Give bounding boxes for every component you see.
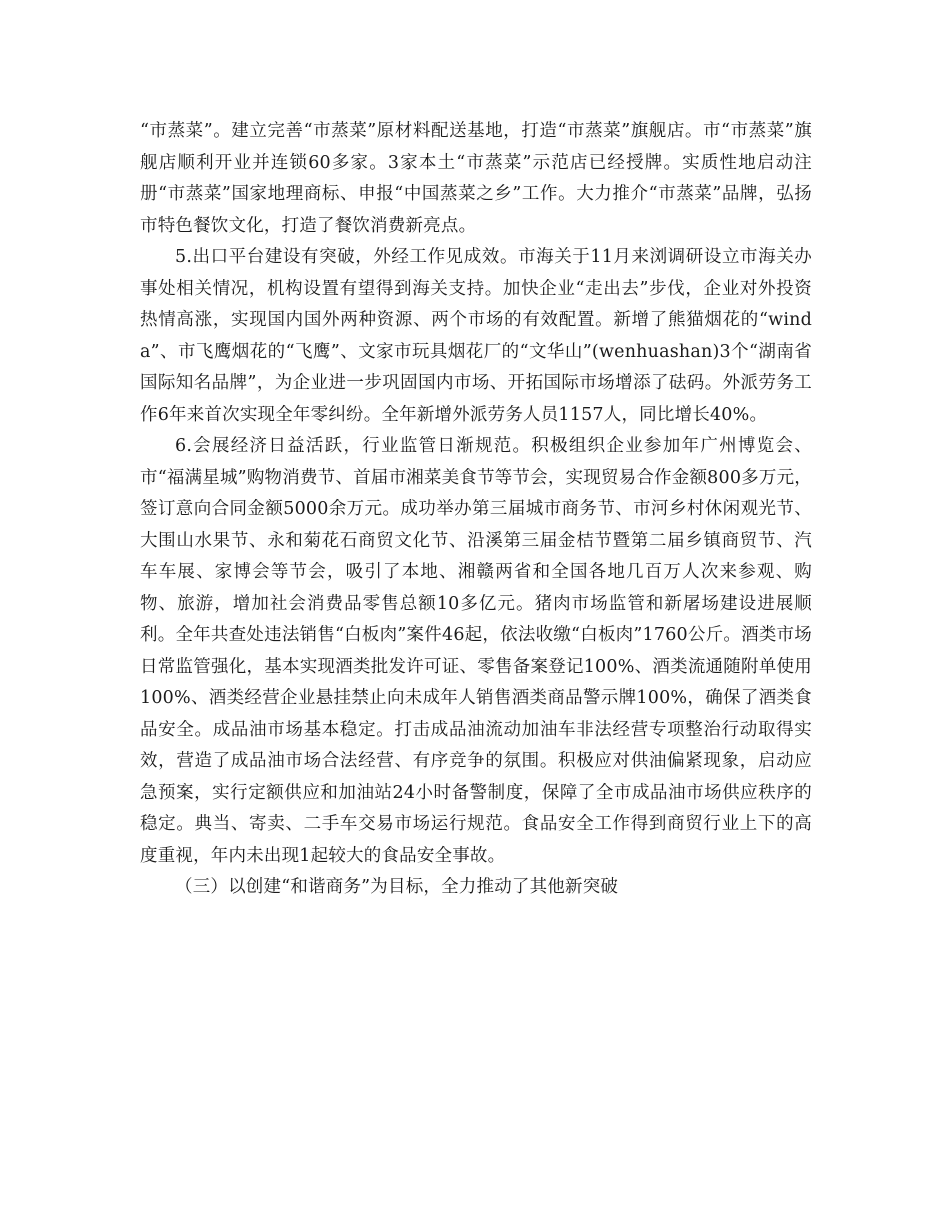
section-heading-harmonious-commerce: （三）以创建“和谐商务”为目标，全力推动了其他新突破 [175,877,619,897]
paragraph-exhibition-economy: 6.会展经济日益活跃，行业监管日渐规范。积极组织企业参加年广州博览会、市“福满星城”购物消费节、首届市湘菜美食节等节会，实现贸易合作金额800多万元，签订意向合同金额5000余万元。成功举办第三届城市商务节、市河乡村休闲观光节、大围山水果节、永和菊花石商贸文化节、沿溪第三届金桔节暨第二届乡镇商贸节、汽车车展、家博会等节会，吸引了本地、湘赣两省和全国各地几百万人次来参观、购物、旅游，增加社会消费品零售总额10多亿元。猪肉市场监管和新屠场建设进展顺利。全年共查处违法销售“白板肉”案件46起，依法收缴“白板肉”1760公斤。酒类市场日常监管强化，基本实现酒类批发许可证、零售备案登记100%、酒类流通随附单使用100%、酒类经营企业悬挂禁止向未成年人销售酒类商品警示牌100%，确保了酒类食品安全。成品油市场基本稳定。打击成品油流动加油车非法经营专项整治行动取得实效，营造了成品油市场合法经营、有序竞争的氛围。积极应对供油偏紧现象，启动应急预案，实行定额供应和加油站24小时备警制度，保障了全市成品油市场供应秩序的稳定。典当、寄卖、二手车交易市场运行规范。食品安全工作得到商贸行业上下的高度重视，年内未出现1起较大的食品安全事故。 [140,436,812,866]
paragraph-export-platform: 5.出口平台建设有突破，外经工作见成效。市海关于11月来浏调研设立市海关办事处相关情况，机构设置有望得到海关支持。加快企业“走出去”步伐，企业对外投资热情高涨，实现国内国外两种资源、两个市场的有效配置。新增了熊猫烟花的“winda”、市飞鹰烟花的“飞鹰”、文家市玩具烟花厂的“文华山”(wenhuashan)3个“湖南省国际知名品牌”，为企业进一步巩固国内市场、开拓国际市场增添了砝码。外派劳务工作6年来首次实现全年零纠纷。全年新增外派劳务人员1157人，同比增长40%。 [140,247,812,425]
document-body [140,116,812,904]
paragraph-steamed-dish-brand: “市蒸菜”。建立完善“市蒸菜”原材料配送基地，打造“市蒸菜”旗舰店。市“市蒸菜”旗舰店顺利开业并连锁60多家。3家本土“市蒸菜”示范店已经授牌。实质性地启动注册“市蒸菜”国家地理商标、申报“中国蒸菜之乡”工作。大力推介“市蒸菜”品牌，弘扬市特色餐饮文化，打造了餐饮消费新亮点。 [140,121,812,236]
